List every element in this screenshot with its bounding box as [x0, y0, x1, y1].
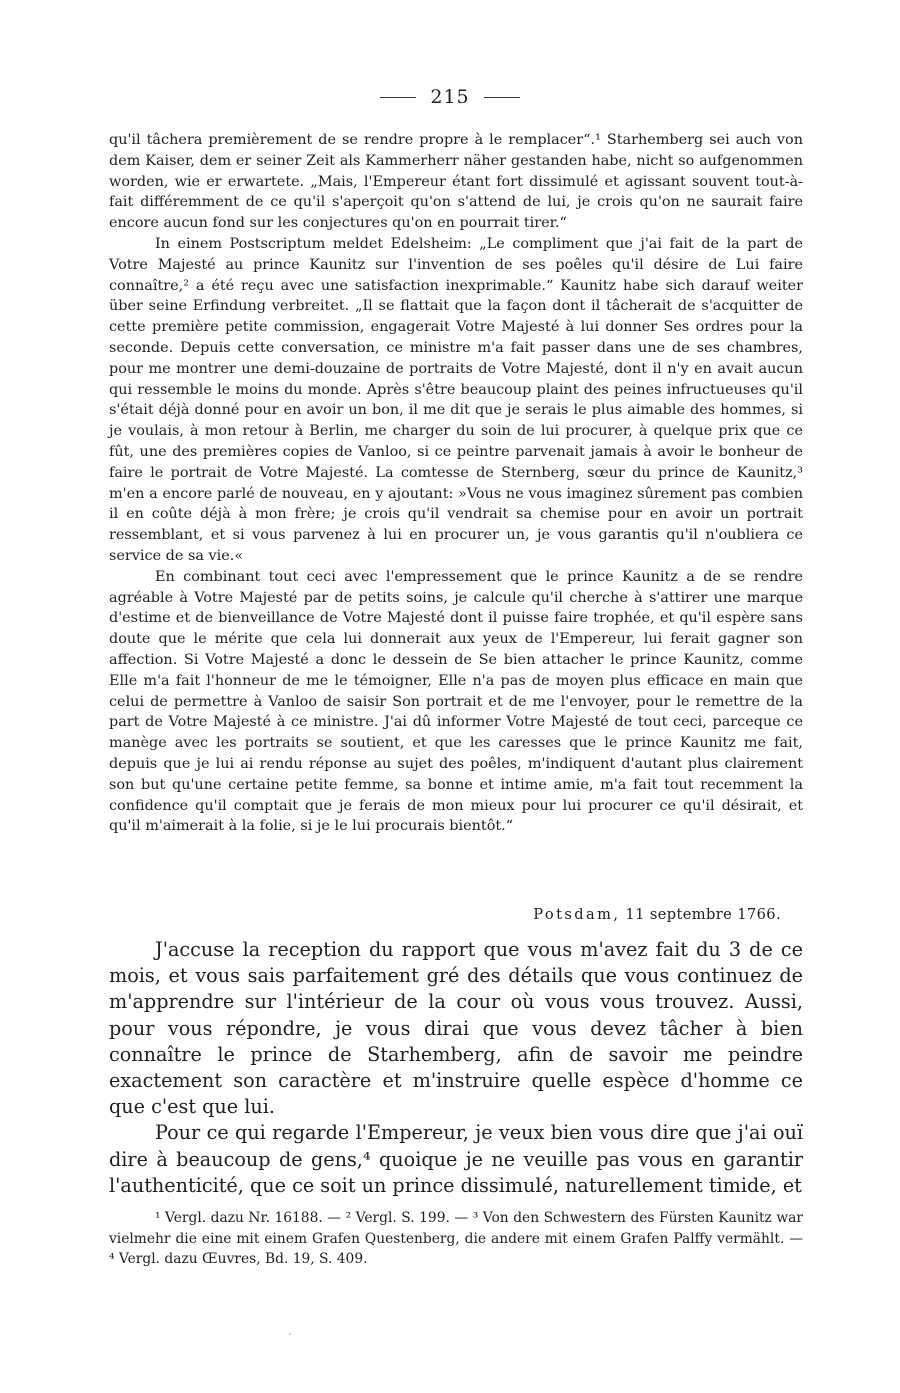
footnote-text: ¹ Vergl. dazu Nr. 16188. — ² Vergl. S. 199. — ³ Von den Schwestern des Fürsten Kaunitz war vielmehr die eine mit einem Grafen Questenberg, die andere mit einem Grafen Palffy vermählt. — ⁴ Vergl. dazu Œuvres, Bd. 19, S. 409. — [109, 1210, 803, 1267]
page-header — [0, 86, 900, 108]
report-text — [109, 130, 803, 837]
letter-paragraph: Pour ce qui regarde l'Empereur, je veux bien vous dire que j'ai ouï dire à beaucoup de gens,⁴ quoique je ne veuille pas vous en garantir l'authenticité, que ce soit un prince dissimulé, naturellement timide, et — [109, 1121, 803, 1197]
dateline-place: Potsdam, — [533, 906, 621, 923]
page-number: 215 — [430, 86, 470, 108]
report-paragraph: In einem Postscriptum meldet Edelsheim: „Le compliment que j'ai fait de la part de Votre Majesté au prince Kaunitz sur l'invention de ses poêles qu'il désire de Lui faire connaître,² a été reçu avec une satisfaction inexprimable.“ Kaunitz habe sich darauf weiter über seine Erfindung verbreitet. „Il se flattait que la façon dont il tâcherait de s'acquitter de cette première petite commission, engagerait Votre Majesté à lui donner Ses ordres pour la seconde. Depuis cette conversation, ce ministre m'a fait passer dans une de ses chambres, pour me montrer une demi-douzaine de portraits de Votre Majesté, dont il n'y en avait aucun qui ressemble le moins du monde. Après s'être beaucoup plaint des peines infructueuses qu'il s'était déjà donné pour en avoir un bon, il me dit que je serais le plus aimable des hommes, si je voulais, à mon retour à Berlin, me charger du soin de lui procurer, à quelque prix que ce fût, une des premières copies de Vanloo, si ce peintre parvenait jamais à avoir le bonheur de faire le portrait de Votre Majesté. La comtesse de Sternberg, sœur du prince de Kaunitz,³ m'en a encore parlé de nouveau, en y ajoutant: »Vous ne vous imaginez sûrement pas combien il en coûte déjà à mon frère; je crois qu'il vendrait sa chemise pour en avoir un portrait ressemblant, et si vous parvenez à lui en procurer un, je vous garantis qu'il n'oubliera ce service de sa vie.« — [109, 235, 803, 564]
report-paragraph: En combinant tout ceci avec l'empressement que le prince Kaunitz a de se rendre agréable à Votre Majesté par de petits soins, je calcule qu'il cherche à s'attirer une marque d'estime et de bienveillance de Votre Majesté dont il puisse faire trophée, et qu'il espère sans doute que le mérite que cela lui donnerait aux yeux de l'Empereur, lui ferait gagner son affection. Si Votre Majesté a donc le dessein de Se bien attacher le prince Kaunitz, comme Elle m'a fait l'honneur de me le témoigner, Elle n'a pas de moyen plus efficace en main que celui de permettre à Vanloo de saisir Son portrait et de me l'envoyer, pour le remettre de la part de Votre Majesté à ce ministre. J'ai dû informer Votre Majesté de tout ceci, parceque ce manège avec les portraits se soutient, et que les caresses que le prince Kaunitz me fait, depuis que je lui ai rendu réponse au sujet des poêles, m'indiquent d'autant plus clairement son but qu'une certaine petite femme, sa bonne et intime amie, m'a fait tout recemment la confidence qu'il comptait que je ferais de mon mieux pour lui procurer ce qu'il désirait, et qu'il m'aimerait à la folie, si je le lui procurais bientôt.“ — [109, 568, 803, 835]
header-rule-left — [380, 97, 416, 98]
letter-dateline — [533, 906, 781, 923]
footnotes — [109, 1208, 803, 1270]
letter-text — [109, 937, 803, 1199]
letter-paragraph: J'accuse la reception du rapport que vous m'avez fait du 3 de ce mois, et vous sais parfaitement gré des détails que vous continuez de m'apprendre sur l'intérieur de la cour où vous vous trouvez. Aussi, pour vous répondre, je vous dirai que vous devez tâcher à bien connaître le prince de Starhemberg, afin de savoir me peindre exactement son caractère et m'instruire quelle espèce d'homme ce que c'est que lui. — [109, 938, 803, 1119]
dateline-date: 11 septembre 1766. — [625, 906, 781, 923]
paper-speck — [289, 1333, 291, 1335]
report-paragraph: qu'il tâchera premièrement de se rendre propre à le remplacer“.¹ Starhemberg sei auch von dem Kaiser, dem er seiner Zeit als Kammerherr näher gestanden habe, nicht so aufgenommen worden, wie er erwartete. „Mais, l'Empereur étant fort dissimulé et agissant souvent tout-à-fait différemment de ce qu'il s'aperçoit qu'on s'attend de lui, je crois qu'on ne saurait faire encore aucun fond sur les conjectures qu'on en pourrait tirer.“ — [109, 132, 803, 232]
header-rule-right — [484, 97, 520, 98]
